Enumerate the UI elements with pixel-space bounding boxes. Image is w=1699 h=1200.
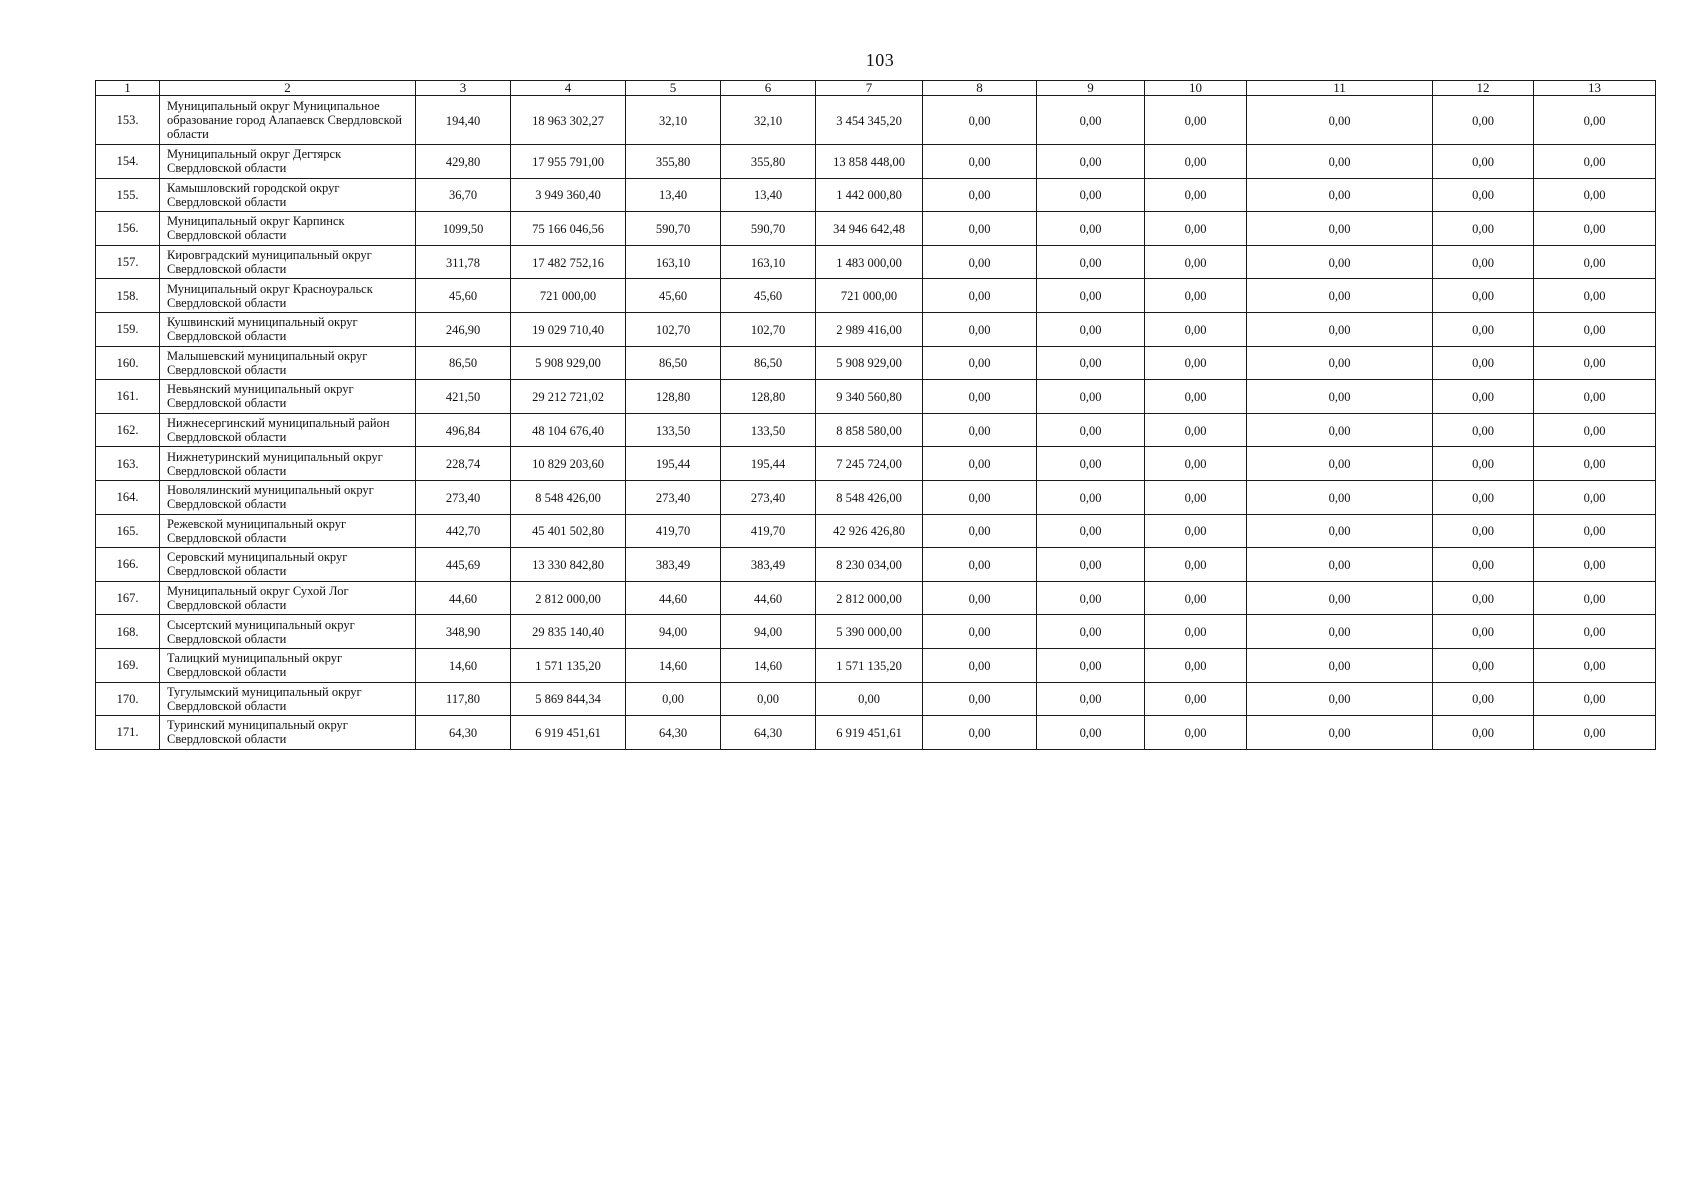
value-cell-col-9: 0,00: [1037, 480, 1145, 514]
value-cell-col-11: 0,00: [1247, 96, 1433, 145]
value-cell-col-8: 0,00: [923, 648, 1037, 682]
column-header-5: 5: [626, 81, 721, 96]
municipality-name: Талицкий муниципальный округ Свердловской области: [160, 648, 416, 682]
value-cell-col-3: 14,60: [416, 648, 511, 682]
row-number: 169.: [96, 648, 160, 682]
row-number: 155.: [96, 178, 160, 212]
table-row: [96, 716, 1656, 750]
table-row: [96, 145, 1656, 179]
value-cell-col-8: 0,00: [923, 145, 1037, 179]
value-cell-col-8: 0,00: [923, 716, 1037, 750]
value-cell-col-10: 0,00: [1145, 648, 1247, 682]
value-cell-col-12: 0,00: [1433, 245, 1534, 279]
row-number: 160.: [96, 346, 160, 380]
value-cell-col-3: 194,40: [416, 96, 511, 145]
value-cell-col-5: 163,10: [626, 245, 721, 279]
value-cell-col-3: 421,50: [416, 380, 511, 414]
value-cell-col-4: 1 571 135,20: [511, 648, 626, 682]
value-cell-col-6: 86,50: [721, 346, 816, 380]
table-header: [96, 81, 1656, 96]
value-cell-col-7: 7 245 724,00: [816, 447, 923, 481]
value-cell-col-9: 0,00: [1037, 514, 1145, 548]
value-cell-col-5: 32,10: [626, 96, 721, 145]
value-cell-col-3: 36,70: [416, 178, 511, 212]
value-cell-col-13: 0,00: [1534, 682, 1656, 716]
value-cell-col-11: 0,00: [1247, 615, 1433, 649]
municipality-name: Нижнесергинский муниципальный район Свердловской области: [160, 413, 416, 447]
value-cell-col-5: 590,70: [626, 212, 721, 246]
value-cell-col-9: 0,00: [1037, 615, 1145, 649]
value-cell-col-5: 94,00: [626, 615, 721, 649]
value-cell-col-12: 0,00: [1433, 380, 1534, 414]
value-cell-col-8: 0,00: [923, 581, 1037, 615]
row-number: 161.: [96, 380, 160, 414]
column-header-2: 2: [160, 81, 416, 96]
value-cell-col-12: 0,00: [1433, 615, 1534, 649]
value-cell-col-6: 383,49: [721, 548, 816, 582]
row-number: 159.: [96, 312, 160, 346]
value-cell-col-4: 48 104 676,40: [511, 413, 626, 447]
value-cell-col-10: 0,00: [1145, 514, 1247, 548]
value-cell-col-6: 133,50: [721, 413, 816, 447]
value-cell-col-8: 0,00: [923, 480, 1037, 514]
value-cell-col-8: 0,00: [923, 615, 1037, 649]
row-number: 168.: [96, 615, 160, 649]
row-number: 165.: [96, 514, 160, 548]
value-cell-col-10: 0,00: [1145, 413, 1247, 447]
table-row: [96, 312, 1656, 346]
value-cell-col-3: 496,84: [416, 413, 511, 447]
value-cell-col-5: 355,80: [626, 145, 721, 179]
value-cell-col-3: 45,60: [416, 279, 511, 313]
value-cell-col-12: 0,00: [1433, 346, 1534, 380]
value-cell-col-13: 0,00: [1534, 380, 1656, 414]
value-cell-col-7: 8 858 580,00: [816, 413, 923, 447]
table-row: [96, 279, 1656, 313]
value-cell-col-3: 228,74: [416, 447, 511, 481]
value-cell-col-11: 0,00: [1247, 548, 1433, 582]
row-number: 157.: [96, 245, 160, 279]
value-cell-col-11: 0,00: [1247, 279, 1433, 313]
value-cell-col-7: 5 390 000,00: [816, 615, 923, 649]
value-cell-col-12: 0,00: [1433, 581, 1534, 615]
table-row: [96, 413, 1656, 447]
value-cell-col-7: 2 989 416,00: [816, 312, 923, 346]
municipality-name: Новолялинский муниципальный округ Свердловской области: [160, 480, 416, 514]
value-cell-col-7: 8 548 426,00: [816, 480, 923, 514]
value-cell-col-11: 0,00: [1247, 312, 1433, 346]
value-cell-col-4: 8 548 426,00: [511, 480, 626, 514]
value-cell-col-8: 0,00: [923, 682, 1037, 716]
municipality-name: Кировградский муниципальный округ Свердловской области: [160, 245, 416, 279]
table-row: [96, 514, 1656, 548]
value-cell-col-5: 273,40: [626, 480, 721, 514]
value-cell-col-8: 0,00: [923, 514, 1037, 548]
value-cell-col-12: 0,00: [1433, 682, 1534, 716]
table-row: [96, 648, 1656, 682]
value-cell-col-3: 246,90: [416, 312, 511, 346]
value-cell-col-12: 0,00: [1433, 548, 1534, 582]
value-cell-col-4: 13 330 842,80: [511, 548, 626, 582]
value-cell-col-9: 0,00: [1037, 716, 1145, 750]
value-cell-col-7: 9 340 560,80: [816, 380, 923, 414]
value-cell-col-10: 0,00: [1145, 615, 1247, 649]
value-cell-col-6: 355,80: [721, 145, 816, 179]
value-cell-col-6: 0,00: [721, 682, 816, 716]
municipality-name: Тугулымский муниципальный округ Свердловской области: [160, 682, 416, 716]
value-cell-col-13: 0,00: [1534, 212, 1656, 246]
value-cell-col-11: 0,00: [1247, 346, 1433, 380]
value-cell-col-4: 5 908 929,00: [511, 346, 626, 380]
table-row: [96, 581, 1656, 615]
value-cell-col-4: 19 029 710,40: [511, 312, 626, 346]
municipality-name: Муниципальный округ Красноуральск Свердловской области: [160, 279, 416, 313]
row-number: 167.: [96, 581, 160, 615]
column-header-3: 3: [416, 81, 511, 96]
value-cell-col-11: 0,00: [1247, 212, 1433, 246]
value-cell-col-3: 117,80: [416, 682, 511, 716]
value-cell-col-8: 0,00: [923, 346, 1037, 380]
value-cell-col-6: 14,60: [721, 648, 816, 682]
value-cell-col-9: 0,00: [1037, 346, 1145, 380]
column-header-4: 4: [511, 81, 626, 96]
value-cell-col-8: 0,00: [923, 96, 1037, 145]
value-cell-col-10: 0,00: [1145, 548, 1247, 582]
value-cell-col-8: 0,00: [923, 548, 1037, 582]
value-cell-col-5: 102,70: [626, 312, 721, 346]
value-cell-col-8: 0,00: [923, 178, 1037, 212]
value-cell-col-10: 0,00: [1145, 682, 1247, 716]
value-cell-col-7: 5 908 929,00: [816, 346, 923, 380]
value-cell-col-9: 0,00: [1037, 279, 1145, 313]
value-cell-col-3: 273,40: [416, 480, 511, 514]
value-cell-col-7: 721 000,00: [816, 279, 923, 313]
value-cell-col-11: 0,00: [1247, 178, 1433, 212]
value-cell-col-7: 6 919 451,61: [816, 716, 923, 750]
value-cell-col-10: 0,00: [1145, 380, 1247, 414]
value-cell-col-12: 0,00: [1433, 447, 1534, 481]
value-cell-col-4: 3 949 360,40: [511, 178, 626, 212]
value-cell-col-9: 0,00: [1037, 380, 1145, 414]
value-cell-col-4: 5 869 844,34: [511, 682, 626, 716]
value-cell-col-13: 0,00: [1534, 413, 1656, 447]
value-cell-col-10: 0,00: [1145, 212, 1247, 246]
municipality-name: Туринский муниципальный округ Свердловской области: [160, 716, 416, 750]
value-cell-col-5: 45,60: [626, 279, 721, 313]
value-cell-col-5: 86,50: [626, 346, 721, 380]
value-cell-col-9: 0,00: [1037, 145, 1145, 179]
value-cell-col-12: 0,00: [1433, 279, 1534, 313]
row-number: 156.: [96, 212, 160, 246]
value-cell-col-13: 0,00: [1534, 716, 1656, 750]
value-cell-col-7: 42 926 426,80: [816, 514, 923, 548]
value-cell-col-12: 0,00: [1433, 145, 1534, 179]
value-cell-col-12: 0,00: [1433, 514, 1534, 548]
value-cell-col-6: 163,10: [721, 245, 816, 279]
value-cell-col-9: 0,00: [1037, 648, 1145, 682]
value-cell-col-6: 44,60: [721, 581, 816, 615]
value-cell-col-4: 17 482 752,16: [511, 245, 626, 279]
value-cell-col-12: 0,00: [1433, 312, 1534, 346]
value-cell-col-5: 64,30: [626, 716, 721, 750]
value-cell-col-8: 0,00: [923, 380, 1037, 414]
column-header-7: 7: [816, 81, 923, 96]
value-cell-col-6: 419,70: [721, 514, 816, 548]
table-row: [96, 447, 1656, 481]
value-cell-col-7: 3 454 345,20: [816, 96, 923, 145]
value-cell-col-8: 0,00: [923, 279, 1037, 313]
municipality-name: Сысертский муниципальный округ Свердловской области: [160, 615, 416, 649]
value-cell-col-6: 195,44: [721, 447, 816, 481]
table-row: [96, 682, 1656, 716]
value-cell-col-10: 0,00: [1145, 716, 1247, 750]
value-cell-col-13: 0,00: [1534, 648, 1656, 682]
value-cell-col-13: 0,00: [1534, 312, 1656, 346]
municipality-name: Режевской муниципальный округ Свердловской области: [160, 514, 416, 548]
value-cell-col-6: 32,10: [721, 96, 816, 145]
column-header-8: 8: [923, 81, 1037, 96]
value-cell-col-9: 0,00: [1037, 212, 1145, 246]
row-number: 163.: [96, 447, 160, 481]
value-cell-col-11: 0,00: [1247, 514, 1433, 548]
value-cell-col-7: 34 946 642,48: [816, 212, 923, 246]
value-cell-col-10: 0,00: [1145, 279, 1247, 313]
value-cell-col-12: 0,00: [1433, 716, 1534, 750]
table-row: [96, 212, 1656, 246]
data-table: [95, 80, 1656, 750]
table-row: [96, 548, 1656, 582]
value-cell-col-5: 383,49: [626, 548, 721, 582]
column-header-6: 6: [721, 81, 816, 96]
value-cell-col-11: 0,00: [1247, 648, 1433, 682]
value-cell-col-13: 0,00: [1534, 279, 1656, 313]
row-number: 162.: [96, 413, 160, 447]
value-cell-col-10: 0,00: [1145, 480, 1247, 514]
value-cell-col-13: 0,00: [1534, 145, 1656, 179]
value-cell-col-3: 442,70: [416, 514, 511, 548]
table-body: [96, 96, 1656, 750]
value-cell-col-9: 0,00: [1037, 312, 1145, 346]
column-header-12: 12: [1433, 81, 1534, 96]
value-cell-col-7: 13 858 448,00: [816, 145, 923, 179]
row-number: 154.: [96, 145, 160, 179]
value-cell-col-10: 0,00: [1145, 447, 1247, 481]
value-cell-col-11: 0,00: [1247, 413, 1433, 447]
value-cell-col-12: 0,00: [1433, 178, 1534, 212]
value-cell-col-13: 0,00: [1534, 615, 1656, 649]
value-cell-col-10: 0,00: [1145, 145, 1247, 179]
municipality-name: Малышевский муниципальный округ Свердловской области: [160, 346, 416, 380]
value-cell-col-3: 445,69: [416, 548, 511, 582]
row-number: 171.: [96, 716, 160, 750]
value-cell-col-8: 0,00: [923, 212, 1037, 246]
value-cell-col-7: 8 230 034,00: [816, 548, 923, 582]
value-cell-col-6: 273,40: [721, 480, 816, 514]
value-cell-col-4: 75 166 046,56: [511, 212, 626, 246]
table-row: [96, 96, 1656, 145]
value-cell-col-4: 6 919 451,61: [511, 716, 626, 750]
value-cell-col-4: 45 401 502,80: [511, 514, 626, 548]
municipality-name: Нижнетуринский муниципальный округ Свердловской области: [160, 447, 416, 481]
value-cell-col-9: 0,00: [1037, 682, 1145, 716]
value-cell-col-6: 13,40: [721, 178, 816, 212]
row-number: 170.: [96, 682, 160, 716]
municipality-name: Невьянский муниципальный округ Свердловской области: [160, 380, 416, 414]
column-header-1: 1: [96, 81, 160, 96]
value-cell-col-10: 0,00: [1145, 245, 1247, 279]
value-cell-col-11: 0,00: [1247, 380, 1433, 414]
row-number: 153.: [96, 96, 160, 145]
value-cell-col-7: 1 483 000,00: [816, 245, 923, 279]
table-row: [96, 346, 1656, 380]
row-number: 166.: [96, 548, 160, 582]
value-cell-col-12: 0,00: [1433, 212, 1534, 246]
table-row: [96, 480, 1656, 514]
value-cell-col-11: 0,00: [1247, 716, 1433, 750]
value-cell-col-13: 0,00: [1534, 346, 1656, 380]
value-cell-col-7: 2 812 000,00: [816, 581, 923, 615]
header-row: [96, 81, 1656, 96]
value-cell-col-13: 0,00: [1534, 178, 1656, 212]
value-cell-col-6: 590,70: [721, 212, 816, 246]
value-cell-col-5: 133,50: [626, 413, 721, 447]
table-row: [96, 245, 1656, 279]
value-cell-col-8: 0,00: [923, 245, 1037, 279]
value-cell-col-6: 94,00: [721, 615, 816, 649]
value-cell-col-13: 0,00: [1534, 245, 1656, 279]
value-cell-col-4: 17 955 791,00: [511, 145, 626, 179]
value-cell-col-5: 0,00: [626, 682, 721, 716]
value-cell-col-11: 0,00: [1247, 447, 1433, 481]
value-cell-col-9: 0,00: [1037, 245, 1145, 279]
value-cell-col-10: 0,00: [1145, 581, 1247, 615]
value-cell-col-9: 0,00: [1037, 96, 1145, 145]
row-number: 164.: [96, 480, 160, 514]
value-cell-col-4: 29 212 721,02: [511, 380, 626, 414]
municipality-name: Муниципальный округ Муниципальное образование город Алапаевск Свердловской области: [160, 96, 416, 145]
value-cell-col-6: 45,60: [721, 279, 816, 313]
value-cell-col-4: 721 000,00: [511, 279, 626, 313]
value-cell-col-4: 10 829 203,60: [511, 447, 626, 481]
value-cell-col-12: 0,00: [1433, 413, 1534, 447]
value-cell-col-5: 14,60: [626, 648, 721, 682]
table-row: [96, 178, 1656, 212]
value-cell-col-11: 0,00: [1247, 245, 1433, 279]
value-cell-col-11: 0,00: [1247, 581, 1433, 615]
municipality-name: Серовский муниципальный округ Свердловской области: [160, 548, 416, 582]
value-cell-col-10: 0,00: [1145, 178, 1247, 212]
municipality-name: Муниципальный округ Карпинск Свердловской области: [160, 212, 416, 246]
value-cell-col-5: 419,70: [626, 514, 721, 548]
table-row: [96, 615, 1656, 649]
page-number: 103: [865, 50, 895, 70]
value-cell-col-3: 1099,50: [416, 212, 511, 246]
value-cell-col-3: 64,30: [416, 716, 511, 750]
value-cell-col-10: 0,00: [1145, 96, 1247, 145]
value-cell-col-11: 0,00: [1247, 682, 1433, 716]
value-cell-col-13: 0,00: [1534, 96, 1656, 145]
value-cell-col-7: 0,00: [816, 682, 923, 716]
value-cell-col-12: 0,00: [1433, 648, 1534, 682]
value-cell-col-8: 0,00: [923, 312, 1037, 346]
table-row: [96, 380, 1656, 414]
value-cell-col-11: 0,00: [1247, 145, 1433, 179]
value-cell-col-13: 0,00: [1534, 581, 1656, 615]
value-cell-col-7: 1 442 000,80: [816, 178, 923, 212]
value-cell-col-5: 13,40: [626, 178, 721, 212]
value-cell-col-6: 64,30: [721, 716, 816, 750]
column-header-9: 9: [1037, 81, 1145, 96]
municipality-name: Кушвинский муниципальный округ Свердловской области: [160, 312, 416, 346]
row-number: 158.: [96, 279, 160, 313]
value-cell-col-3: 44,60: [416, 581, 511, 615]
value-cell-col-9: 0,00: [1037, 413, 1145, 447]
value-cell-col-4: 18 963 302,27: [511, 96, 626, 145]
value-cell-col-6: 128,80: [721, 380, 816, 414]
column-header-10: 10: [1145, 81, 1247, 96]
column-header-13: 13: [1534, 81, 1656, 96]
value-cell-col-3: 348,90: [416, 615, 511, 649]
value-cell-col-11: 0,00: [1247, 480, 1433, 514]
value-cell-col-10: 0,00: [1145, 346, 1247, 380]
value-cell-col-13: 0,00: [1534, 548, 1656, 582]
value-cell-col-9: 0,00: [1037, 178, 1145, 212]
value-cell-col-4: 29 835 140,40: [511, 615, 626, 649]
municipality-name: Камышловский городской округ Свердловской области: [160, 178, 416, 212]
value-cell-col-7: 1 571 135,20: [816, 648, 923, 682]
value-cell-col-12: 0,00: [1433, 96, 1534, 145]
value-cell-col-9: 0,00: [1037, 581, 1145, 615]
value-cell-col-6: 102,70: [721, 312, 816, 346]
value-cell-col-8: 0,00: [923, 447, 1037, 481]
value-cell-col-5: 195,44: [626, 447, 721, 481]
value-cell-col-4: 2 812 000,00: [511, 581, 626, 615]
value-cell-col-10: 0,00: [1145, 312, 1247, 346]
value-cell-col-13: 0,00: [1534, 480, 1656, 514]
value-cell-col-3: 311,78: [416, 245, 511, 279]
value-cell-col-9: 0,00: [1037, 447, 1145, 481]
column-header-11: 11: [1247, 81, 1433, 96]
municipality-name: Муниципальный округ Сухой Лог Свердловской области: [160, 581, 416, 615]
municipality-name: Муниципальный округ Дегтярск Свердловской области: [160, 145, 416, 179]
value-cell-col-5: 44,60: [626, 581, 721, 615]
value-cell-col-5: 128,80: [626, 380, 721, 414]
value-cell-col-3: 86,50: [416, 346, 511, 380]
value-cell-col-12: 0,00: [1433, 480, 1534, 514]
value-cell-col-9: 0,00: [1037, 548, 1145, 582]
value-cell-col-13: 0,00: [1534, 514, 1656, 548]
value-cell-col-8: 0,00: [923, 413, 1037, 447]
value-cell-col-3: 429,80: [416, 145, 511, 179]
value-cell-col-13: 0,00: [1534, 447, 1656, 481]
